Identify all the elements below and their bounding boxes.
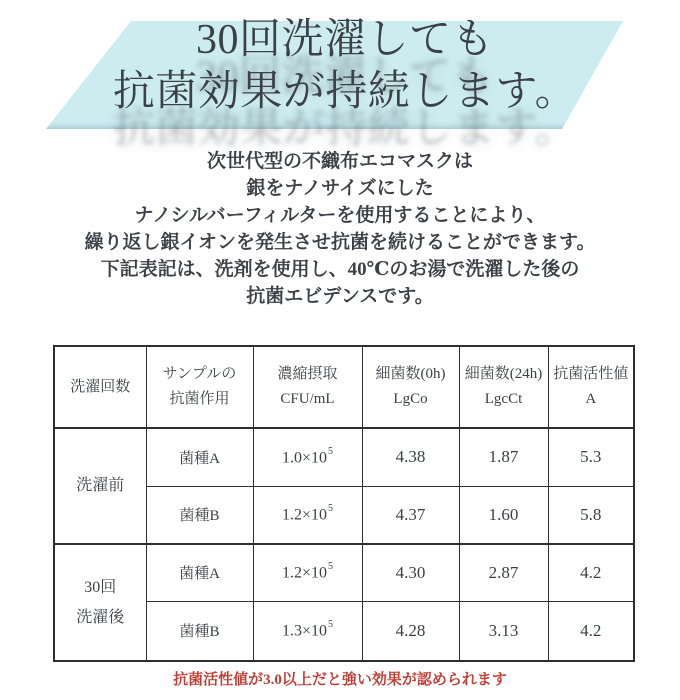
table-row-after-30-wash-a [54, 544, 634, 601]
cell-cfu [253, 486, 362, 544]
cell-lgco: 4.28 [362, 601, 459, 661]
cell-cfu [253, 544, 362, 601]
cell-lgcct: 1.60 [459, 486, 548, 544]
header-line1: 抗菌活性値 [553, 366, 629, 382]
cell-lgco: 4.37 [362, 486, 459, 544]
cell-activity: 5.3 [548, 428, 634, 486]
cell-activity: 4.2 [548, 544, 634, 601]
header-line1: 細菌数(0h) [375, 366, 446, 382]
header-line2: CFU/mL [280, 391, 335, 407]
cfu-base: 1.2×10 [281, 506, 328, 524]
header-line1: 洗濯回数 [70, 378, 131, 395]
hero-banner [0, 0, 680, 160]
header-line1: サンプルの [162, 366, 237, 382]
group-label-line2: 洗濯後 [76, 608, 125, 626]
intro-line: ナノシルバーフィルターを使用することにより、 [134, 205, 546, 226]
col-header-bacteria-24h [459, 346, 548, 428]
cell-cfu [253, 601, 362, 661]
cfu-exponent: 5 [328, 503, 334, 515]
table-row-before-wash-a [54, 428, 634, 486]
cell-sample: 菌種A [146, 428, 253, 486]
intro-line: 下記表記は、洗剤を使用し、40℃のお湯で洗濯した後の [100, 259, 580, 280]
intro-paragraph [0, 148, 680, 310]
header-line2: LgCo [393, 391, 428, 407]
hero-title-line2: 抗菌効果が持続します。 [112, 69, 578, 115]
col-header-cfu [253, 346, 362, 428]
hero-title-line1: 30回洗濯しても [195, 17, 494, 63]
cell-lgco: 4.38 [362, 428, 459, 486]
cell-activity: 5.8 [548, 486, 634, 544]
footnote: 抗菌活性値が3.0以上だと強い効果が認められます [173, 672, 507, 688]
cfu-exponent: 5 [328, 445, 334, 457]
cell-sample: 菌種B [146, 601, 253, 661]
group-label-before-wash [54, 428, 146, 544]
evidence-table [53, 345, 635, 662]
cfu-exponent: 5 [328, 619, 334, 631]
group-label-line1: 30回 [84, 578, 117, 596]
table-header-row [54, 346, 634, 428]
header-line2: 抗菌作用 [169, 391, 230, 407]
intro-line: 銀をナノサイズにした [246, 178, 434, 199]
col-header-sample [146, 346, 253, 428]
header-line2: LgcCt [484, 391, 523, 407]
hero-title [0, 14, 680, 118]
cell-lgcct: 2.87 [459, 544, 548, 601]
col-header-bacteria-0h [362, 346, 459, 428]
cell-lgco: 4.30 [362, 544, 459, 601]
header-line1: 濃縮摂取 [277, 366, 338, 382]
cell-cfu [253, 428, 362, 486]
cell-activity: 4.2 [548, 601, 634, 661]
cell-sample: 菌種B [146, 486, 253, 544]
cfu-exponent: 5 [328, 561, 334, 573]
cfu-base: 1.0×10 [281, 448, 328, 466]
cell-lgcct: 3.13 [459, 601, 548, 661]
header-line1: 細菌数(24h) [464, 366, 543, 382]
header-line2: A [585, 391, 597, 407]
group-label-after-30-wash [54, 544, 146, 661]
intro-line: 繰り返し銀イオンを発生させ抗菌を続けることができます。 [84, 232, 596, 253]
col-header-wash-count [54, 346, 146, 428]
intro-line: 抗菌エビデンスです。 [246, 286, 434, 307]
cfu-base: 1.2×10 [281, 564, 328, 582]
cell-lgcct: 1.87 [459, 428, 548, 486]
cell-sample: 菌種A [146, 544, 253, 601]
col-header-activity [548, 346, 634, 428]
cfu-base: 1.3×10 [281, 622, 328, 640]
group-label-line1: 洗濯前 [76, 477, 125, 494]
intro-line: 次世代型の不織布エコマスクは [206, 151, 473, 172]
